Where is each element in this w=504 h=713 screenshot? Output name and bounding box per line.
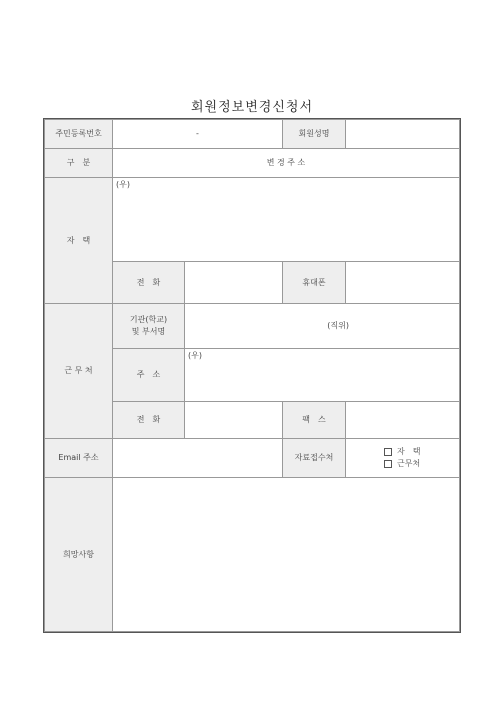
id-number-field[interactable]: - <box>112 119 283 149</box>
member-info-change-form <box>43 118 461 633</box>
id-number-label: 주민등록번호 <box>44 119 113 149</box>
home-phone-label: 전 화 <box>112 261 185 304</box>
option-home-label: 자 택 <box>397 447 421 456</box>
work-label: 근 무 처 <box>44 303 113 439</box>
email-field[interactable] <box>112 438 283 478</box>
member-name-label: 회원성명 <box>282 119 346 149</box>
mobile-label: 휴대폰 <box>282 261 346 304</box>
home-phone-field[interactable] <box>184 261 283 304</box>
checkbox-work[interactable] <box>384 460 392 468</box>
wish-field[interactable] <box>112 477 460 632</box>
option-work[interactable] <box>384 458 420 470</box>
fax-field[interactable] <box>345 401 460 439</box>
option-home[interactable] <box>384 446 420 458</box>
org-label-line2: 및 부서명 <box>131 327 166 336</box>
email-label: Email 주소 <box>44 438 113 478</box>
home-address-field[interactable]: (우) <box>112 177 460 262</box>
org-label <box>112 303 185 349</box>
category-value: 변 경 주 소 <box>112 148 460 178</box>
work-phone-field[interactable] <box>184 401 283 439</box>
mobile-field[interactable] <box>345 261 460 304</box>
work-address-field[interactable]: (우) <box>184 348 460 402</box>
home-label: 자 택 <box>44 177 113 304</box>
mail-destination-label: 자료접수처 <box>282 438 346 478</box>
option-work-label: 근무처 <box>397 459 421 468</box>
mail-destination-options <box>345 438 460 478</box>
work-phone-label: 전 화 <box>112 401 185 439</box>
work-address-label: 주 소 <box>112 348 185 402</box>
position-label: (직위) <box>327 321 349 330</box>
fax-label: 팩 스 <box>282 401 346 439</box>
category-label: 구 분 <box>44 148 113 178</box>
checkbox-home[interactable] <box>384 448 392 456</box>
org-field[interactable] <box>184 303 460 349</box>
org-label-line1: 기관(학교) <box>129 315 168 324</box>
member-name-field[interactable] <box>345 119 460 149</box>
wish-label: 희망사항 <box>44 477 113 632</box>
form-title: 회원정보변경신청서 <box>190 100 314 115</box>
